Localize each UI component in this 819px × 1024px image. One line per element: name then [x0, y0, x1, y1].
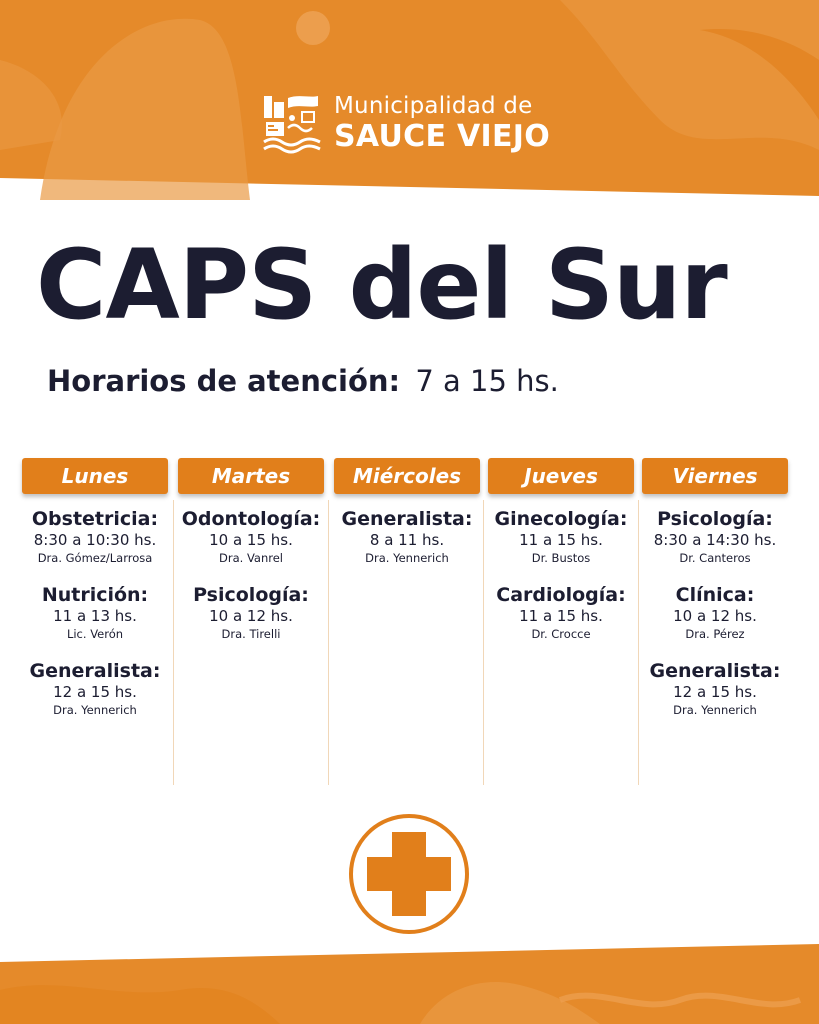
schedule-slot [22, 584, 168, 642]
slot-doctor: Dra. Yennerich [53, 703, 137, 717]
schedule-slot [22, 660, 168, 718]
slot-doctor: Dra. Pérez [685, 627, 745, 641]
slot-specialty: Clínica: [675, 584, 755, 606]
slot-specialty: Psicología: [657, 508, 773, 530]
day-column-martes [178, 458, 324, 642]
slot-specialty: Generalista: [341, 508, 473, 530]
column-divider [638, 500, 639, 785]
schedule-slot [642, 584, 788, 642]
slot-specialty: Cardiología: [496, 584, 626, 606]
slot-doctor: Dra. Yennerich [365, 551, 449, 565]
day-header: Jueves [488, 458, 634, 494]
slot-specialty: Nutrición: [41, 584, 149, 606]
slot-time: 8:30 a 10:30 hs. [33, 531, 157, 549]
day-column-miercoles [334, 458, 480, 566]
brand-line2: SAUCE VIEJO [334, 118, 551, 154]
slot-specialty: Generalista: [29, 660, 161, 682]
day-header: Martes [178, 458, 324, 494]
slot-time: 11 a 13 hs. [53, 607, 137, 625]
day-header: Miércoles [334, 458, 480, 494]
schedule-slot [22, 508, 168, 566]
hours-label: Horarios de atención: [47, 364, 401, 398]
day-header: Viernes [642, 458, 788, 494]
schedule-slot [488, 584, 634, 642]
slot-specialty: Obstetricia: [31, 508, 159, 530]
slot-time: 12 a 15 hs. [673, 683, 757, 701]
slot-time: 10 a 12 hs. [673, 607, 757, 625]
slot-time: 11 a 15 hs. [519, 607, 603, 625]
day-column-viernes [642, 458, 788, 718]
schedule-slot [488, 508, 634, 566]
slot-time: 10 a 12 hs. [209, 607, 293, 625]
slot-doctor: Dr. Canteros [679, 551, 751, 565]
column-divider [328, 500, 329, 785]
day-column-lunes [22, 458, 168, 718]
slot-doctor: Dra. Tirelli [221, 627, 281, 641]
brand-name [334, 92, 551, 154]
day-header: Lunes [22, 458, 168, 494]
brand-logo [262, 92, 550, 154]
slot-doctor: Dr. Crocce [531, 627, 591, 641]
slot-time: 11 a 15 hs. [519, 531, 603, 549]
brand-line1: Municipalidad de [334, 92, 533, 119]
hours-value: 7 a 15 hs. [415, 364, 559, 398]
page-title: CAPS del Sur [36, 229, 727, 341]
slot-time: 12 a 15 hs. [53, 683, 137, 701]
slot-specialty: Odontología: [181, 508, 321, 530]
schedule-slot [178, 508, 324, 566]
municipal-logo-icon [262, 92, 322, 154]
slot-specialty: Ginecología: [494, 508, 628, 530]
slot-time: 10 a 15 hs. [209, 531, 293, 549]
schedule-slot [334, 508, 480, 566]
schedule-slot [642, 660, 788, 718]
day-column-jueves [488, 458, 634, 642]
slot-doctor: Dra. Gómez/Larrosa [37, 551, 153, 565]
slot-doctor: Lic. Verón [66, 627, 124, 641]
schedule-slot [642, 508, 788, 566]
slot-specialty: Psicología: [193, 584, 309, 606]
slot-doctor: Dra. Yennerich [673, 703, 757, 717]
column-divider [483, 500, 484, 785]
slot-specialty: Generalista: [649, 660, 781, 682]
slot-doctor: Dr. Bustos [531, 551, 591, 565]
slot-doctor: Dra. Vanrel [219, 551, 283, 565]
schedule-slot [178, 584, 324, 642]
slot-time: 8 a 11 hs. [369, 531, 445, 549]
medical-cross-icon [348, 813, 470, 935]
slot-time: 8:30 a 14:30 hs. [653, 531, 777, 549]
opening-hours [47, 364, 559, 398]
column-divider [173, 500, 174, 785]
